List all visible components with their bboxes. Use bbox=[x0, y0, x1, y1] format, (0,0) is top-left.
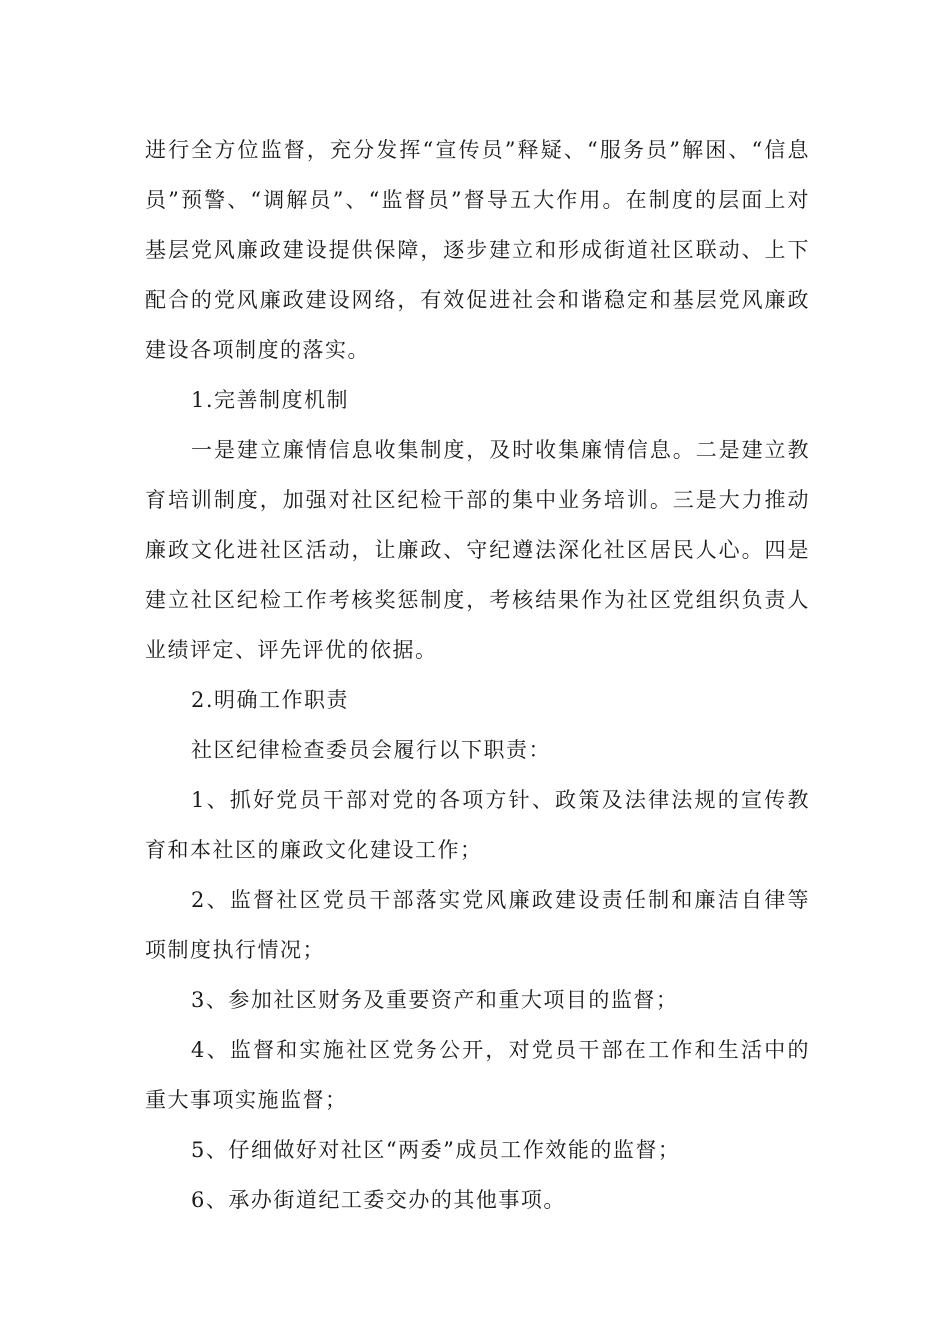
duty-item-5: 5、仔细做好对社区“两委”成员工作效能的监督； bbox=[191, 1138, 681, 1162]
document-body bbox=[145, 125, 810, 1225]
duty-item-4: 4、监督和实施社区党务公开，对党员干部在工作和生活中的重大事项实施监督； bbox=[145, 1038, 810, 1112]
duty-item-6: 6、承办街道纪工委交办的其他事项。 bbox=[191, 1188, 566, 1212]
paragraph-mechanism-details: 一是建立廉情信息收集制度，及时收集廉情信息。二是建立教育培训制度，加强对社区纪检干部的集中业务培训。三是大力推动廉政文化进社区活动，让廉政、守纪遵法深化社区居民人心。四是建立社区纪检工作考核奖惩制度，考核结果作为社区党组织负责人业绩评定、评先评优的依据。 bbox=[145, 438, 810, 662]
heading-clarify-duties: 2.明确工作职责 bbox=[191, 688, 350, 712]
duty-item-1: 1、抓好党员干部对党的各项方针、政策及法律法规的宣传教育和本社区的廉政文化建设工作； bbox=[145, 788, 810, 862]
paragraph-continuation: 进行全方位监督，充分发挥“宣传员”释疑、“服务员”解困、“信息员”预警、“调解员”、“监督员”督导五大作用。在制度的层面上对基层党风廉政建设提供保障，逐步建立和形成街道社区联动、上下配合的党风廉政建设网络，有效促进社会和谐稳定和基层党风廉政建设各项制度的落实。 bbox=[145, 138, 810, 362]
heading-improve-mechanism: 1.完善制度机制 bbox=[191, 388, 350, 412]
duty-item-2: 2、监督社区党员干部落实党风廉政建设责任制和廉洁自律等项制度执行情况； bbox=[145, 888, 810, 962]
paragraph-duties-intro: 社区纪律检查委员会履行以下职责： bbox=[191, 738, 551, 762]
duty-item-3: 3、参加社区财务及重要资产和重大项目的监督； bbox=[191, 988, 679, 1012]
